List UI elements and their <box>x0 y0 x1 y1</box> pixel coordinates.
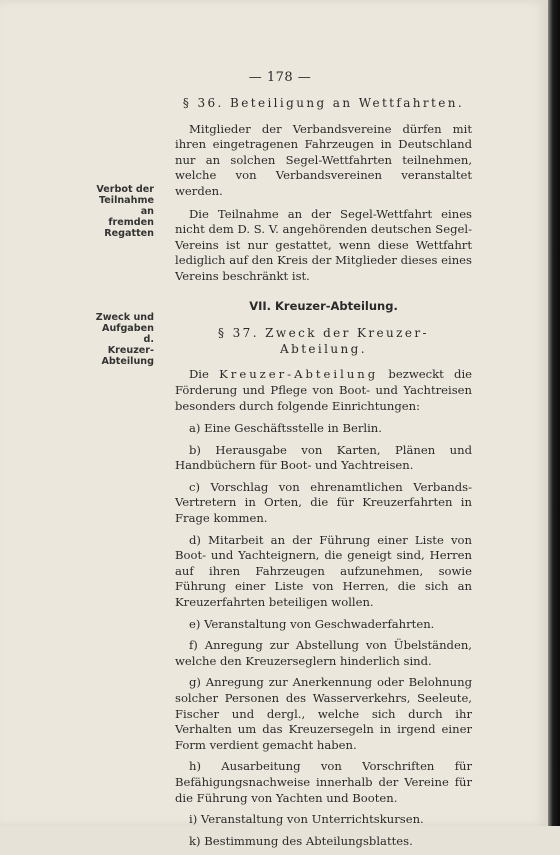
margin-note-zweck <box>92 312 154 367</box>
section-36-number: § 36. <box>182 96 224 110</box>
section-36-paragraph-1: Mitglieder der Verbandsvereine dürfen mit ihren eingetragenen Fahrzeugen in Deutschland nur an solchen Segel-Wettfahrten teilnehmen, welche von Verbandsvereinen veranstaltet werden. <box>175 121 472 198</box>
section-37-intro-spaced: Kreuzer-Abteilung <box>219 367 379 382</box>
section-37-title: Zweck der Kreuzer-Abteilung. <box>265 326 429 356</box>
list-item: e) Veranstaltung von Geschwaderfahrten. <box>189 616 435 631</box>
page-number: — 178 — <box>248 70 312 85</box>
margin-note-line: an fremden <box>108 206 154 228</box>
section-37-number: § 37. <box>218 326 259 341</box>
section-36-title: Beteiligung an Wettfahrten. <box>230 96 465 110</box>
section-37-heading <box>175 326 472 357</box>
list-item: b) Herausgabe von Karten, Plänen und Handbüchern für Boot- und Yachtreisen. <box>175 442 472 473</box>
list-item: a) Eine Geschäftsstelle in Berlin. <box>189 421 382 436</box>
margin-note-line: Teilnahme <box>99 195 154 206</box>
page-body <box>175 96 472 855</box>
list-item: d) Mitarbeit an der Führung einer Liste von Boot- und Yachteignern, die geneigt sind, Herren auf ihren Fahrzeugen aufzunehmen, sowie Führung einer Liste von Herren, die sich an Kreuzerfahrten beteiligen wollen. <box>175 532 472 610</box>
chapter-7-title: VII. Kreuzer-Abteilung. <box>249 298 398 313</box>
list-item: k) Bestimmung des Abteilungsblattes. <box>189 833 413 848</box>
margin-note-line: Aufgaben d. <box>102 323 154 345</box>
section-36-paragraph-2: Die Teilnahme an der Segel-Wettfahrt eines nicht dem D. S. V. angehörenden deutschen Segel-Vereins ist nur gestattet, wenn diese Wettfahrt lediglich auf den Kreis der Mitglieder dieses eines Vereins beschränkt ist. <box>175 206 472 283</box>
margin-note-line: Kreuzer- <box>107 345 154 356</box>
section-37-intro-lead: Die <box>189 367 209 382</box>
list-item: f) Anregung zur Abstellung von Übelständen, welche den Kreuzerseglern hinderlich sind. <box>175 638 472 668</box>
margin-note-line: Abteilung <box>101 356 154 367</box>
margin-note-line: Zweck und <box>95 312 154 323</box>
list-item: c) Vorschlag von ehrenamtlichen Verbands-Vertretern in Orten, die für Kreuzerfahrten in Frage kommen. <box>175 479 472 526</box>
section-36-heading <box>175 96 472 112</box>
section-37-intro-rest: bezweckt die Förderung und Pflege von Boot- und Yachtreisen besonders durch folgende Einrichtungen: <box>175 367 473 413</box>
margin-note-line: Regatten <box>104 228 154 239</box>
list-item: g) Anregung zur Anerkennung oder Belohnung solcher Personen des Wasserverkehrs, Seeleute, Fischer und dergl., welche sich durch ihr Verhalten um das Kreuzersegeln in irgend einer Form verdient gemacht haben. <box>175 675 472 752</box>
section-37-intro <box>175 367 472 414</box>
list-item: h) Ausarbeitung von Vorschriften für Befähigungsnachweise innerhalb der Vereine für die Führung von Yachten und Booten. <box>175 759 472 805</box>
book-spine <box>548 0 560 826</box>
margin-note-teilnahme <box>92 184 154 239</box>
margin-note-line: Verbot der <box>96 184 154 195</box>
list-item: i) Veranstaltung von Unterrichtskursen. <box>189 812 424 827</box>
